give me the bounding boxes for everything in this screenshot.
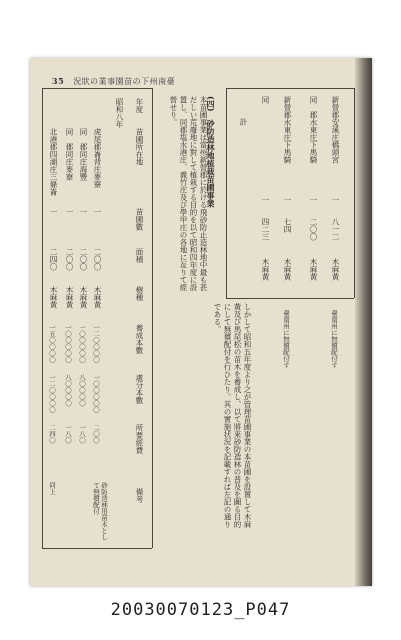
right-table-place-2: 同 郡水東庄下馬騎 [309, 96, 318, 164]
left-table-disposed-1: 一〇〇〇〇〇 [92, 374, 100, 413]
right-table-place-1: 新營郡安溪庄橋頭宮 [331, 96, 340, 164]
left-table-header-cost: 所要經費 [135, 424, 144, 454]
right-table-count-3: 一 [283, 196, 292, 204]
table-rule [226, 298, 354, 299]
left-table-raised-3: 一〇〇〇〇〇 [64, 324, 72, 363]
left-table-header-year: 年度 [135, 98, 144, 113]
running-header [52, 76, 175, 87]
right-table-trees-2: 木麻黃 [309, 258, 318, 281]
right-table-area-4: 四二三 [261, 218, 270, 241]
table-rule [354, 88, 355, 298]
left-table-count-2: 一 [79, 208, 88, 216]
left-table-header-note: 備考 [135, 488, 144, 503]
left-table-raised-4: 一五〇〇〇〇 [48, 324, 56, 363]
left-table-area-3: 二〇〇 [65, 248, 74, 271]
left-table-count-1: 一 [93, 208, 102, 216]
left-table-disposed-3: 八〇〇〇〇 [64, 374, 72, 407]
left-table-trees-4: 木麻黃 [49, 286, 58, 309]
left-table-cost-4: 二四〇 [48, 424, 56, 444]
right-table-trees-4: 木麻黃 [261, 258, 270, 281]
left-table-year: 昭和八年 [115, 98, 124, 128]
left-table-trees-2: 木麻黃 [79, 286, 88, 309]
table-rule [42, 548, 152, 549]
left-table-place-2: 同 郡同庄海豐 [79, 128, 88, 181]
body-paragraph-2: しかして昭和五年度より之が管理苗圃事業の本苗圃を設置して木麻黃及び馬尾松の苗木を養成し、以て將來砂防造林の普及を圖る目的にして無償配付を行ひたり。其の實施状況を記載すれば左記の通りである。 [213, 303, 252, 528]
left-table-count-3: 一 [65, 208, 74, 216]
right-table-count-1: 一 [331, 196, 340, 204]
left-table-place-1: 虎尾郡崙背庄麥寮 [93, 128, 102, 188]
table-rule [152, 88, 153, 548]
right-table-place-3: 新營郡水東庄下馬騎 [283, 96, 292, 164]
left-table-note-4: 同上 [48, 482, 56, 495]
page-number: 35 [52, 76, 65, 86]
right-table-place-4: 同 [261, 96, 270, 104]
right-table-area-2: 二〇〇 [309, 218, 318, 241]
archive-id-caption: 20030070123_P047 [110, 600, 291, 620]
section-title: (四) 砂防造林地植栽苗圃事業 [206, 96, 216, 208]
table-rule [226, 88, 354, 89]
left-table-header-raised: 養成本數 [135, 324, 144, 354]
running-title: 況狀の業事園苗の下州南臺 [73, 77, 176, 86]
left-table-cost-1: 二〇〇 [92, 424, 100, 444]
left-table-header-trees: 樹種 [135, 286, 144, 301]
right-table-note-1: 臺南州に無償配付す [330, 310, 338, 369]
left-table-cost-3: 一八〇 [64, 424, 72, 444]
left-table-cost-2: 一八〇 [78, 424, 86, 444]
right-table-total: 計 [239, 118, 248, 126]
table-rule [42, 88, 152, 89]
left-table-header-area: 面積 [135, 248, 144, 263]
left-table-header-count: 苗圃數 [135, 208, 144, 231]
left-table-area-4: 二四〇 [49, 248, 58, 271]
right-table-count-2: 一 [309, 196, 318, 204]
body-paragraph-1: 本苗圃事業は當州新營郡に於ける飛砂防止造林地中最も甚だしい荒廢地に對して植栽する目的を以て昭和四年度に設置し、同郡塩水港庄、義竹庄及び學甲庄の各地に亙りて經營せり。 [169, 96, 208, 291]
left-table-area-1: 二〇〇 [93, 248, 102, 271]
right-table-note-3: 臺南州に無償配付す [282, 310, 290, 369]
table-rule [226, 88, 227, 298]
right-table-count-4: 一 [261, 196, 270, 204]
book-page [30, 58, 372, 586]
left-table-disposed-4: 一二〇〇〇〇 [48, 374, 56, 413]
left-table-trees-1: 木麻黃 [93, 286, 102, 309]
right-table-area-3: 七四 [283, 218, 292, 233]
right-table-area-1: 八一二 [331, 218, 340, 241]
left-table-place-4: 北港郡四湖庄三條崙 [49, 128, 58, 196]
left-table-raised-2: 一〇〇〇〇〇 [78, 324, 86, 363]
left-table-count-4: 一 [49, 208, 58, 216]
left-table-area-2: 二〇〇 [79, 248, 88, 271]
left-table-header-disposed: 處分本數 [135, 374, 144, 404]
left-table-disposed-2: 八〇〇〇〇 [78, 374, 86, 407]
right-table-trees-1: 木麻黃 [331, 258, 340, 281]
left-table-header-place: 苗圃所在地 [135, 128, 144, 166]
right-table-trees-3: 木麻黃 [283, 258, 292, 281]
left-table-place-3: 同 郡同庄麥寮 [65, 128, 74, 181]
left-table-trees-3: 木麻黃 [65, 286, 74, 309]
table-rule [42, 88, 43, 548]
book-spine-shadow [355, 58, 372, 586]
left-table-note-1: 砂防造林用苗木として無償配付 [92, 482, 108, 541]
left-table-raised-1: 一二〇〇〇〇 [92, 324, 100, 363]
